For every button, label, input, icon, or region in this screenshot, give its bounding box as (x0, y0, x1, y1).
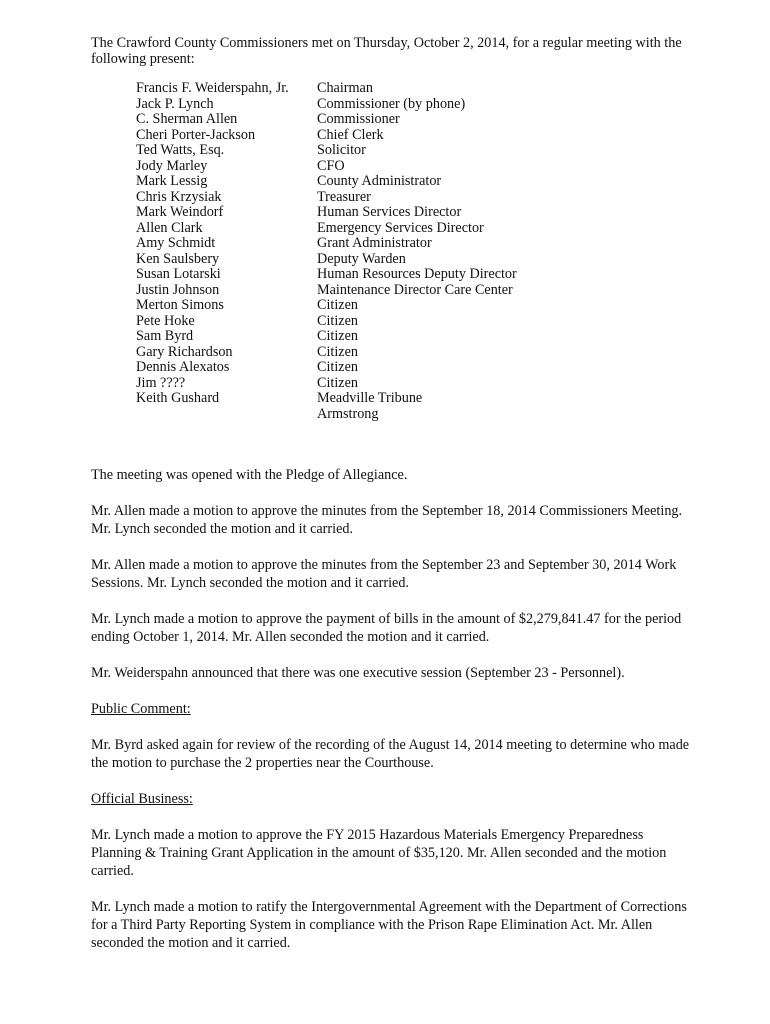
pledge-paragraph: The meeting was opened with the Pledge of Allegiance. (91, 467, 408, 483)
attendee-role: Emergency Services Director (317, 219, 484, 236)
attendee-name: Cheri Porter-Jackson (136, 126, 256, 143)
attendee-role: Citizen (317, 359, 358, 375)
byrd-comment-paragraph: Mr. Byrd asked again for review of the recording of the August 14, 2014 meeting to determine who made the motion to purchase the 2 properties near the Courthouse. (91, 737, 690, 771)
attendee-role: Citizen (317, 343, 358, 360)
attendee-role: Citizen (317, 328, 358, 344)
hazmat-grant-paragraph: Mr. Lynch made a motion to approve the FY 2015 Hazardous Materials Emergency Preparedness Planning & Training Grant Application in the amount of $35,120. Mr. Allen seconded and the motion carried. (91, 827, 667, 879)
attendee-role: Grant Administrator (317, 235, 432, 251)
attendee-name: Ted Watts, Esq. (136, 142, 225, 158)
attendee-name: Dennis Alexatos (136, 359, 230, 375)
attendee-role: Commissioner (317, 111, 400, 127)
attendee-role: Deputy Warden (317, 250, 406, 267)
attendee-list (136, 81, 691, 422)
attendee-name: Justin Johnson (136, 281, 220, 298)
meeting-intro: The Crawford County Commissioners met on Thursday, October 2, 2014, for a regular meeting with the following present: (91, 35, 682, 67)
attendee-role: Solicitor (317, 142, 366, 158)
attendee-name: Pete Hoke (136, 312, 195, 329)
attendee-name: Ken Saulsbery (136, 250, 220, 267)
attendee-role: Maintenance Director Care Center (317, 281, 513, 298)
bills-paragraph: Mr. Lynch made a motion to approve the payment of bills in the amount of $2,279,841.47 for the period ending October 1, 2014. Mr. Allen seconded the motion and it carried. (91, 611, 682, 645)
attendee-name: Allen Clark (136, 219, 203, 236)
attendee-role: Commissioner (by phone) (317, 95, 466, 112)
attendee-name: Jack P. Lynch (136, 95, 214, 112)
attendee-role: Citizen (317, 374, 358, 391)
attendee-role: CFO (317, 157, 345, 174)
attendee-name: Mark Lessig (136, 173, 208, 189)
attendee-role: Human Services Director (317, 204, 462, 220)
attendee-name: Jody Marley (136, 157, 208, 174)
attendee-name: Amy Schmidt (136, 235, 216, 251)
attendee-name: Mark Weindorf (136, 204, 224, 220)
attendee-name: Jim ???? (136, 374, 186, 391)
attendee-role: County Administrator (317, 173, 442, 189)
attendee-name: Sam Byrd (136, 328, 194, 344)
attendee-role: Meadville Tribune (317, 390, 423, 406)
attendee-name: Chris Krzysiak (136, 188, 222, 205)
attendee-name: Merton Simons (136, 297, 224, 313)
attendee-name: Gary Richardson (136, 343, 233, 360)
attendee-name (136, 407, 317, 423)
attendee-role: Armstrong (317, 405, 379, 422)
attendee-role: Citizen (317, 312, 358, 329)
executive-session-paragraph: Mr. Weiderspahn announced that there was one executive session (September 23 - Personnel). (91, 665, 625, 681)
minutes-sept18-paragraph: Mr. Allen made a motion to approve the minutes from the September 18, 2014 Commissioners Meeting. Mr. Lynch seconded the motion and it carried. (91, 503, 683, 537)
attendee-role: Chief Clerk (317, 126, 384, 143)
attendee-name: C. Sherman Allen (136, 111, 238, 127)
document-page (91, 35, 691, 952)
public-comment-heading: Public Comment: (91, 701, 191, 717)
attendee-role: Human Resources Deputy Director (317, 266, 517, 282)
attendee-name: Francis F. Weiderspahn, Jr. (136, 80, 289, 96)
minutes-work-sessions-paragraph: Mr. Allen made a motion to approve the minutes from the September 23 and September 30, 2014 Work Sessions. Mr. Lynch seconded the motion and it carried. (91, 557, 677, 591)
attendee-role: Treasurer (317, 188, 371, 205)
attendee-name: Susan Lotarski (136, 266, 221, 282)
official-business-heading: Official Business: (91, 791, 193, 807)
attendee-role: Citizen (317, 297, 358, 313)
attendee-name: Keith Gushard (136, 390, 220, 406)
attendee-role: Chairman (317, 80, 373, 96)
prison-agreement-paragraph: Mr. Lynch made a motion to ratify the Intergovernmental Agreement with the Department of Corrections for a Third Party Reporting System in compliance with the Prison Rape Elimination Act. Mr. Allen seconded the motion and it carried. (91, 899, 687, 951)
